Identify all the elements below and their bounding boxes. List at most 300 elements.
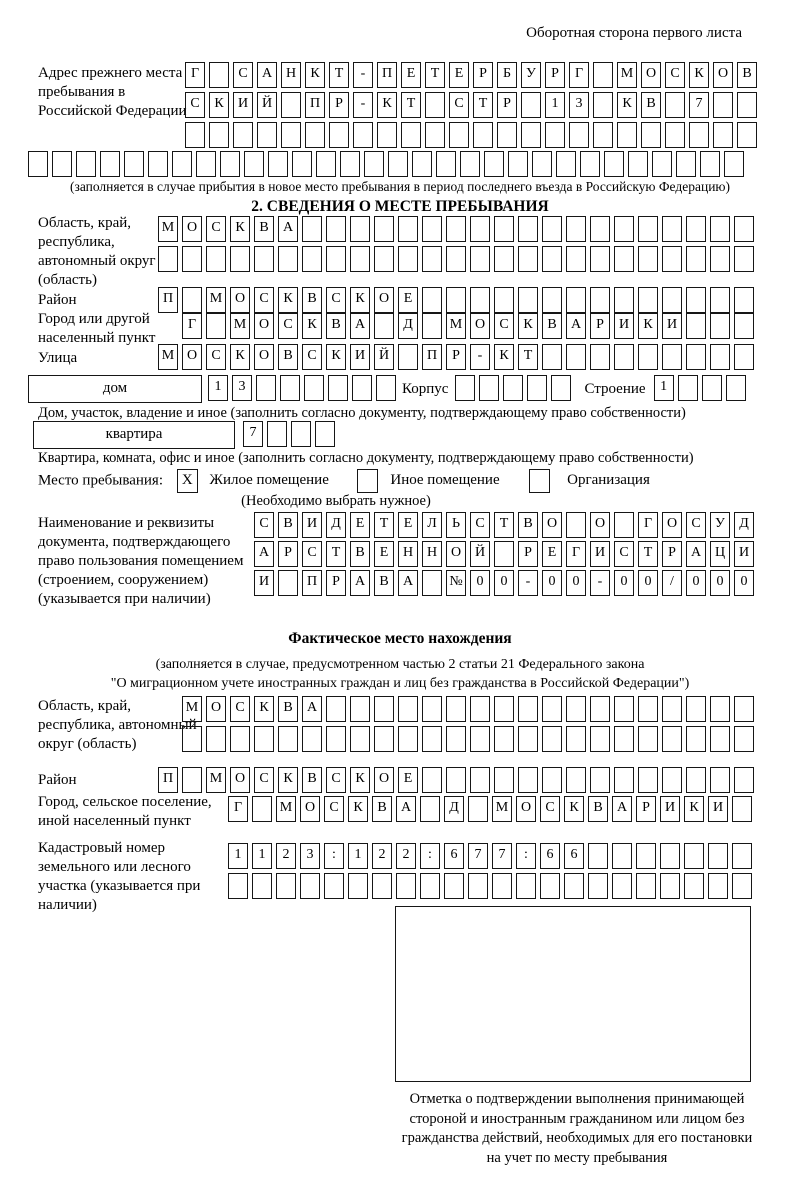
- char-cell[interactable]: [614, 344, 634, 370]
- char-cell[interactable]: Р: [497, 92, 517, 118]
- char-cell[interactable]: К: [302, 313, 322, 339]
- char-cell[interactable]: [182, 287, 202, 313]
- char-cell[interactable]: /: [662, 570, 682, 596]
- char-cell[interactable]: В: [641, 92, 661, 118]
- char-cell[interactable]: [374, 216, 394, 242]
- char-cell[interactable]: [518, 767, 538, 793]
- char-cell[interactable]: [662, 216, 682, 242]
- char-cell[interactable]: К: [230, 216, 250, 242]
- char-cell[interactable]: [182, 767, 202, 793]
- char-cell[interactable]: [662, 696, 682, 722]
- char-cell[interactable]: [593, 92, 613, 118]
- char-cell[interactable]: 0: [614, 570, 634, 596]
- char-cell[interactable]: [276, 873, 296, 899]
- char-cell[interactable]: Т: [473, 92, 493, 118]
- char-cell[interactable]: [196, 151, 216, 177]
- char-cell[interactable]: М: [617, 62, 637, 88]
- char-cell[interactable]: О: [300, 796, 320, 822]
- char-cell[interactable]: С: [686, 512, 706, 538]
- char-cell[interactable]: [638, 344, 658, 370]
- char-cell[interactable]: [636, 873, 656, 899]
- char-cell[interactable]: [460, 151, 480, 177]
- char-cell[interactable]: [244, 151, 264, 177]
- char-cell[interactable]: [612, 843, 632, 869]
- char-cell[interactable]: [470, 767, 490, 793]
- char-cell[interactable]: О: [230, 287, 250, 313]
- char-cell[interactable]: [737, 122, 757, 148]
- char-cell[interactable]: [185, 122, 205, 148]
- char-cell[interactable]: [527, 375, 547, 401]
- char-cell[interactable]: [396, 873, 416, 899]
- char-cell[interactable]: [494, 246, 514, 272]
- char-cell[interactable]: [564, 873, 584, 899]
- char-cell[interactable]: Т: [494, 512, 514, 538]
- char-cell[interactable]: В: [278, 696, 298, 722]
- char-cell[interactable]: [182, 246, 202, 272]
- char-cell[interactable]: [678, 375, 698, 401]
- char-cell[interactable]: Р: [326, 570, 346, 596]
- char-cell[interactable]: [494, 287, 514, 313]
- char-cell[interactable]: [542, 246, 562, 272]
- char-cell[interactable]: 0: [686, 570, 706, 596]
- char-cell[interactable]: А: [396, 796, 416, 822]
- char-cell[interactable]: П: [305, 92, 325, 118]
- char-cell[interactable]: [291, 421, 311, 447]
- char-cell[interactable]: С: [302, 541, 322, 567]
- char-cell[interactable]: О: [641, 62, 661, 88]
- char-cell[interactable]: [542, 767, 562, 793]
- char-cell[interactable]: [252, 796, 272, 822]
- char-cell[interactable]: Т: [326, 541, 346, 567]
- char-cell[interactable]: К: [350, 767, 370, 793]
- char-cell[interactable]: [518, 216, 538, 242]
- char-cell[interactable]: [398, 246, 418, 272]
- char-cell[interactable]: С: [278, 313, 298, 339]
- char-cell[interactable]: [422, 726, 442, 752]
- char-cell[interactable]: П: [422, 344, 442, 370]
- char-cell[interactable]: 0: [638, 570, 658, 596]
- char-cell[interactable]: 1: [348, 843, 368, 869]
- char-cell[interactable]: [230, 246, 250, 272]
- char-cell[interactable]: [566, 216, 586, 242]
- char-cell[interactable]: 7: [689, 92, 709, 118]
- char-cell[interactable]: [257, 122, 277, 148]
- char-cell[interactable]: [401, 122, 421, 148]
- char-cell[interactable]: [516, 873, 536, 899]
- char-cell[interactable]: [364, 151, 384, 177]
- char-cell[interactable]: [702, 375, 722, 401]
- char-cell[interactable]: [545, 122, 565, 148]
- char-cell[interactable]: О: [182, 344, 202, 370]
- char-cell[interactable]: С: [494, 313, 514, 339]
- char-cell[interactable]: [590, 726, 610, 752]
- char-cell[interactable]: С: [206, 216, 226, 242]
- char-cell[interactable]: [420, 796, 440, 822]
- char-cell[interactable]: [686, 216, 706, 242]
- char-cell[interactable]: [614, 246, 634, 272]
- char-cell[interactable]: [326, 246, 346, 272]
- char-cell[interactable]: Д: [444, 796, 464, 822]
- house-field-box[interactable]: дом: [28, 375, 202, 403]
- char-cell[interactable]: [590, 344, 610, 370]
- char-cell[interactable]: [148, 151, 168, 177]
- char-cell[interactable]: Е: [542, 541, 562, 567]
- char-cell[interactable]: А: [254, 541, 274, 567]
- char-cell[interactable]: [708, 873, 728, 899]
- char-cell[interactable]: С: [449, 92, 469, 118]
- char-cell[interactable]: [455, 375, 475, 401]
- char-cell[interactable]: [172, 151, 192, 177]
- char-cell[interactable]: [398, 696, 418, 722]
- char-cell[interactable]: Г: [638, 512, 658, 538]
- char-cell[interactable]: В: [542, 313, 562, 339]
- char-cell[interactable]: 0: [566, 570, 586, 596]
- char-cell[interactable]: А: [612, 796, 632, 822]
- char-cell[interactable]: П: [377, 62, 397, 88]
- char-cell[interactable]: О: [374, 287, 394, 313]
- char-cell[interactable]: 6: [564, 843, 584, 869]
- char-cell[interactable]: О: [470, 313, 490, 339]
- char-cell[interactable]: М: [446, 313, 466, 339]
- char-cell[interactable]: [468, 796, 488, 822]
- char-cell[interactable]: [479, 375, 499, 401]
- char-cell[interactable]: С: [254, 512, 274, 538]
- char-cell[interactable]: [268, 151, 288, 177]
- char-cell[interactable]: [372, 873, 392, 899]
- char-cell[interactable]: К: [230, 344, 250, 370]
- char-cell[interactable]: [280, 375, 300, 401]
- char-cell[interactable]: С: [206, 344, 226, 370]
- char-cell[interactable]: О: [182, 216, 202, 242]
- char-cell[interactable]: [503, 375, 523, 401]
- char-cell[interactable]: [494, 767, 514, 793]
- char-cell[interactable]: В: [588, 796, 608, 822]
- char-cell[interactable]: Л: [422, 512, 442, 538]
- char-cell[interactable]: О: [662, 512, 682, 538]
- char-cell[interactable]: У: [710, 512, 730, 538]
- char-cell[interactable]: М: [276, 796, 296, 822]
- char-cell[interactable]: С: [614, 541, 634, 567]
- char-cell[interactable]: Т: [374, 512, 394, 538]
- char-cell[interactable]: М: [230, 313, 250, 339]
- char-cell[interactable]: Р: [662, 541, 682, 567]
- char-cell[interactable]: [329, 122, 349, 148]
- char-cell[interactable]: :: [324, 843, 344, 869]
- char-cell[interactable]: [652, 151, 672, 177]
- char-cell[interactable]: [76, 151, 96, 177]
- char-cell[interactable]: [542, 287, 562, 313]
- char-cell[interactable]: Й: [257, 92, 277, 118]
- char-cell[interactable]: 6: [540, 843, 560, 869]
- char-cell[interactable]: С: [254, 287, 274, 313]
- char-cell[interactable]: [710, 767, 730, 793]
- char-cell[interactable]: [734, 216, 754, 242]
- char-cell[interactable]: [660, 873, 680, 899]
- char-cell[interactable]: С: [665, 62, 685, 88]
- char-cell[interactable]: [518, 726, 538, 752]
- char-cell[interactable]: [521, 92, 541, 118]
- char-cell[interactable]: В: [278, 344, 298, 370]
- char-cell[interactable]: [422, 287, 442, 313]
- char-cell[interactable]: [233, 122, 253, 148]
- char-cell[interactable]: [278, 726, 298, 752]
- char-cell[interactable]: О: [230, 767, 250, 793]
- char-cell[interactable]: П: [158, 767, 178, 793]
- char-cell[interactable]: [638, 726, 658, 752]
- char-cell[interactable]: [542, 726, 562, 752]
- char-cell[interactable]: В: [302, 287, 322, 313]
- char-cell[interactable]: Т: [638, 541, 658, 567]
- char-cell[interactable]: [660, 843, 680, 869]
- char-cell[interactable]: С: [324, 796, 344, 822]
- char-cell[interactable]: [542, 216, 562, 242]
- char-cell[interactable]: [350, 216, 370, 242]
- char-cell[interactable]: [326, 696, 346, 722]
- char-cell[interactable]: Д: [734, 512, 754, 538]
- char-cell[interactable]: Р: [329, 92, 349, 118]
- char-cell[interactable]: К: [377, 92, 397, 118]
- char-cell[interactable]: О: [516, 796, 536, 822]
- char-cell[interactable]: [252, 873, 272, 899]
- char-cell[interactable]: 6: [444, 843, 464, 869]
- char-cell[interactable]: 0: [734, 570, 754, 596]
- char-cell[interactable]: [422, 767, 442, 793]
- char-cell[interactable]: [710, 726, 730, 752]
- char-cell[interactable]: [566, 512, 586, 538]
- char-cell[interactable]: С: [254, 767, 274, 793]
- char-cell[interactable]: [566, 344, 586, 370]
- char-cell[interactable]: :: [420, 843, 440, 869]
- char-cell[interactable]: [628, 151, 648, 177]
- char-cell[interactable]: В: [737, 62, 757, 88]
- char-cell[interactable]: Т: [518, 344, 538, 370]
- char-cell[interactable]: [734, 313, 754, 339]
- char-cell[interactable]: [724, 151, 744, 177]
- char-cell[interactable]: Д: [398, 313, 418, 339]
- char-cell[interactable]: [662, 287, 682, 313]
- char-cell[interactable]: [532, 151, 552, 177]
- char-cell[interactable]: [350, 696, 370, 722]
- char-cell[interactable]: [302, 726, 322, 752]
- char-cell[interactable]: Е: [398, 287, 418, 313]
- char-cell[interactable]: [470, 246, 490, 272]
- char-cell[interactable]: Й: [470, 541, 490, 567]
- char-cell[interactable]: [713, 92, 733, 118]
- char-cell[interactable]: В: [372, 796, 392, 822]
- char-cell[interactable]: К: [278, 767, 298, 793]
- char-cell[interactable]: [494, 726, 514, 752]
- char-cell[interactable]: [662, 344, 682, 370]
- char-cell[interactable]: [328, 375, 348, 401]
- stay-type-checkbox-organization[interactable]: [529, 469, 550, 493]
- char-cell[interactable]: [446, 726, 466, 752]
- char-cell[interactable]: [374, 726, 394, 752]
- char-cell[interactable]: О: [374, 767, 394, 793]
- char-cell[interactable]: С: [326, 767, 346, 793]
- char-cell[interactable]: [580, 151, 600, 177]
- char-cell[interactable]: К: [494, 344, 514, 370]
- char-cell[interactable]: Ь: [446, 512, 466, 538]
- char-cell[interactable]: А: [350, 570, 370, 596]
- char-cell[interactable]: К: [254, 696, 274, 722]
- char-cell[interactable]: Г: [569, 62, 589, 88]
- char-cell[interactable]: [278, 246, 298, 272]
- char-cell[interactable]: [734, 726, 754, 752]
- char-cell[interactable]: [206, 246, 226, 272]
- char-cell[interactable]: [638, 767, 658, 793]
- char-cell[interactable]: [686, 696, 706, 722]
- char-cell[interactable]: [614, 287, 634, 313]
- char-cell[interactable]: [732, 843, 752, 869]
- char-cell[interactable]: [209, 122, 229, 148]
- char-cell[interactable]: [665, 122, 685, 148]
- char-cell[interactable]: [220, 151, 240, 177]
- confirmation-stamp-box[interactable]: [395, 906, 751, 1082]
- char-cell[interactable]: И: [660, 796, 680, 822]
- char-cell[interactable]: [348, 873, 368, 899]
- char-cell[interactable]: [614, 726, 634, 752]
- char-cell[interactable]: [710, 216, 730, 242]
- char-cell[interactable]: [350, 246, 370, 272]
- char-cell[interactable]: [566, 287, 586, 313]
- char-cell[interactable]: Т: [329, 62, 349, 88]
- char-cell[interactable]: Т: [401, 92, 421, 118]
- char-cell[interactable]: -: [470, 344, 490, 370]
- char-cell[interactable]: [732, 873, 752, 899]
- char-cell[interactable]: П: [302, 570, 322, 596]
- char-cell[interactable]: [206, 313, 226, 339]
- char-cell[interactable]: А: [350, 313, 370, 339]
- char-cell[interactable]: [700, 151, 720, 177]
- char-cell[interactable]: К: [305, 62, 325, 88]
- char-cell[interactable]: [446, 287, 466, 313]
- char-cell[interactable]: [638, 287, 658, 313]
- char-cell[interactable]: [641, 122, 661, 148]
- char-cell[interactable]: 3: [232, 375, 252, 401]
- char-cell[interactable]: Д: [326, 512, 346, 538]
- char-cell[interactable]: [686, 313, 706, 339]
- char-cell[interactable]: [686, 246, 706, 272]
- char-cell[interactable]: [636, 843, 656, 869]
- char-cell[interactable]: [444, 873, 464, 899]
- char-cell[interactable]: В: [302, 767, 322, 793]
- char-cell[interactable]: [732, 796, 752, 822]
- char-cell[interactable]: [484, 151, 504, 177]
- char-cell[interactable]: А: [257, 62, 277, 88]
- char-cell[interactable]: [228, 873, 248, 899]
- char-cell[interactable]: [593, 122, 613, 148]
- char-cell[interactable]: Е: [449, 62, 469, 88]
- char-cell[interactable]: [300, 873, 320, 899]
- char-cell[interactable]: [518, 287, 538, 313]
- char-cell[interactable]: И: [708, 796, 728, 822]
- char-cell[interactable]: [436, 151, 456, 177]
- char-cell[interactable]: Е: [401, 62, 421, 88]
- char-cell[interactable]: [374, 696, 394, 722]
- char-cell[interactable]: Н: [422, 541, 442, 567]
- char-cell[interactable]: [492, 873, 512, 899]
- char-cell[interactable]: [28, 151, 48, 177]
- char-cell[interactable]: О: [446, 541, 466, 567]
- char-cell[interactable]: Р: [278, 541, 298, 567]
- char-cell[interactable]: [468, 873, 488, 899]
- char-cell[interactable]: [494, 216, 514, 242]
- char-cell[interactable]: У: [521, 62, 541, 88]
- char-cell[interactable]: [614, 696, 634, 722]
- char-cell[interactable]: К: [564, 796, 584, 822]
- char-cell[interactable]: [542, 344, 562, 370]
- char-cell[interactable]: -: [590, 570, 610, 596]
- char-cell[interactable]: С: [302, 344, 322, 370]
- char-cell[interactable]: И: [734, 541, 754, 567]
- char-cell[interactable]: [422, 696, 442, 722]
- char-cell[interactable]: [446, 216, 466, 242]
- char-cell[interactable]: [182, 726, 202, 752]
- char-cell[interactable]: [412, 151, 432, 177]
- char-cell[interactable]: [614, 512, 634, 538]
- char-cell[interactable]: [494, 541, 514, 567]
- char-cell[interactable]: 3: [569, 92, 589, 118]
- char-cell[interactable]: О: [542, 512, 562, 538]
- char-cell[interactable]: Р: [473, 62, 493, 88]
- char-cell[interactable]: Р: [545, 62, 565, 88]
- char-cell[interactable]: А: [278, 216, 298, 242]
- char-cell[interactable]: [326, 726, 346, 752]
- char-cell[interactable]: Р: [518, 541, 538, 567]
- char-cell[interactable]: С: [470, 512, 490, 538]
- char-cell[interactable]: [734, 696, 754, 722]
- char-cell[interactable]: С: [185, 92, 205, 118]
- char-cell[interactable]: [446, 696, 466, 722]
- char-cell[interactable]: Г: [182, 313, 202, 339]
- char-cell[interactable]: 1: [208, 375, 228, 401]
- char-cell[interactable]: И: [614, 313, 634, 339]
- char-cell[interactable]: [377, 122, 397, 148]
- char-cell[interactable]: [420, 873, 440, 899]
- stay-type-checkbox-other[interactable]: [357, 469, 378, 493]
- char-cell[interactable]: [686, 344, 706, 370]
- char-cell[interactable]: Г: [185, 62, 205, 88]
- char-cell[interactable]: 0: [710, 570, 730, 596]
- char-cell[interactable]: [425, 92, 445, 118]
- char-cell[interactable]: 2: [276, 843, 296, 869]
- char-cell[interactable]: М: [158, 216, 178, 242]
- char-cell[interactable]: О: [713, 62, 733, 88]
- char-cell[interactable]: [304, 375, 324, 401]
- char-cell[interactable]: [267, 421, 287, 447]
- char-cell[interactable]: 3: [300, 843, 320, 869]
- char-cell[interactable]: [340, 151, 360, 177]
- char-cell[interactable]: [614, 767, 634, 793]
- char-cell[interactable]: [230, 726, 250, 752]
- char-cell[interactable]: 7: [492, 843, 512, 869]
- char-cell[interactable]: М: [182, 696, 202, 722]
- char-cell[interactable]: 7: [468, 843, 488, 869]
- char-cell[interactable]: [302, 246, 322, 272]
- char-cell[interactable]: К: [209, 92, 229, 118]
- char-cell[interactable]: К: [617, 92, 637, 118]
- char-cell[interactable]: А: [686, 541, 706, 567]
- char-cell[interactable]: [684, 873, 704, 899]
- char-cell[interactable]: М: [492, 796, 512, 822]
- char-cell[interactable]: К: [348, 796, 368, 822]
- char-cell[interactable]: [588, 873, 608, 899]
- char-cell[interactable]: [494, 696, 514, 722]
- char-cell[interactable]: Й: [374, 344, 394, 370]
- char-cell[interactable]: :: [516, 843, 536, 869]
- char-cell[interactable]: [540, 873, 560, 899]
- char-cell[interactable]: 2: [396, 843, 416, 869]
